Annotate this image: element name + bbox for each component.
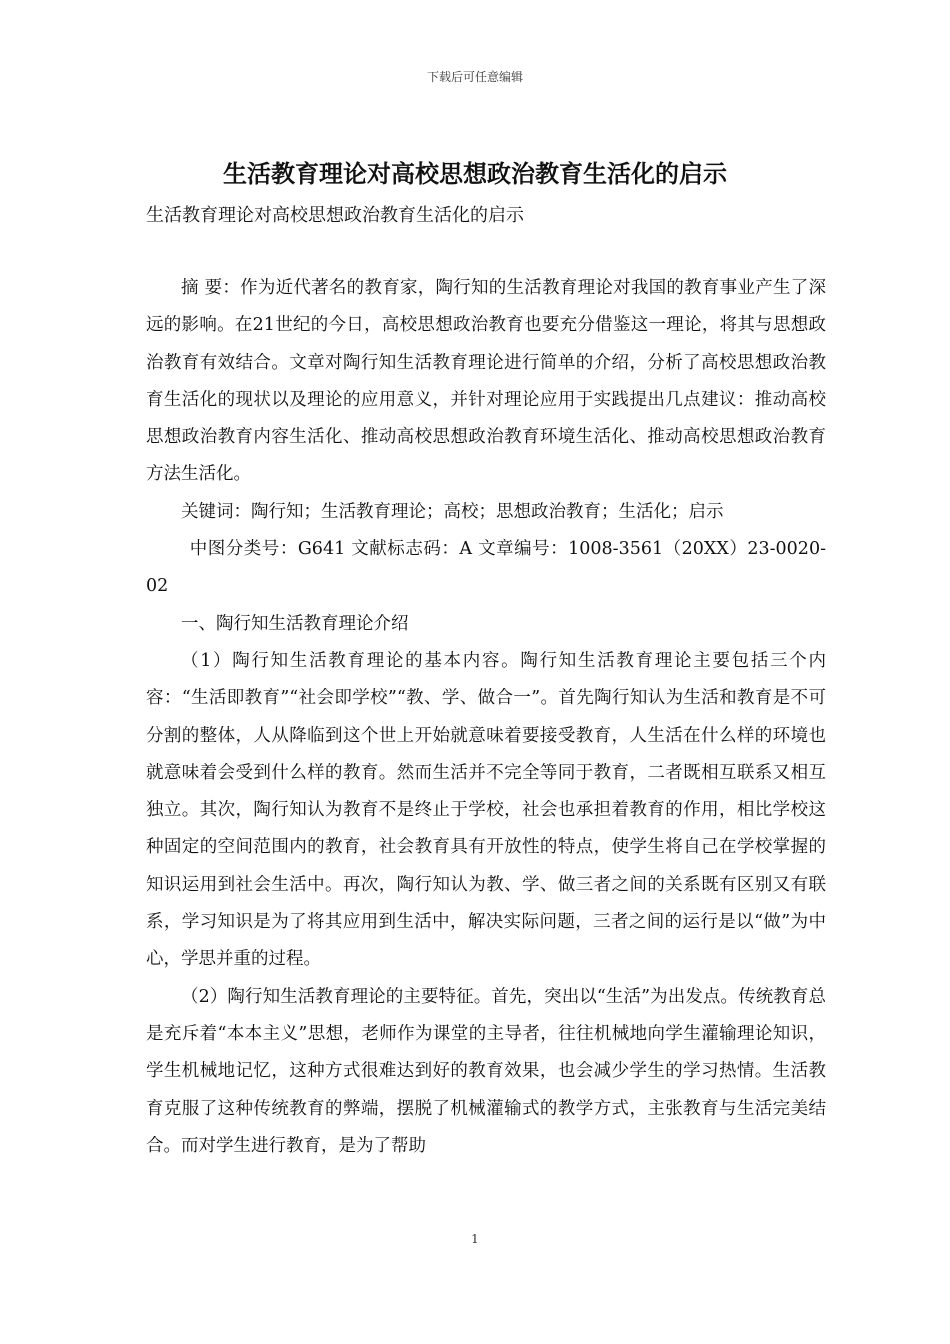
- section-heading: 一、陶行知生活教育理论介绍: [181, 613, 409, 634]
- body-paragraph: （2）陶行知生活教育理论的主要特征。首先，突出以“生活”为出发点。传统教育总是充斥着“本本主义”思想，老师作为课堂的主导者，往往机械地向学生灌输理论知识，学生机械地记忆，这种方式很难达到好的教育效果，也会减少学生的学习热情。生活教育克服了这种传统教育的弊端，摆脱了机械灌输式的教学方式，主张教育与生活完美结合。而对学生进行教育，是为了帮助: [146, 986, 826, 1156]
- document-title: 生活教育理论对高校思想政治教育生活化的启示: [223, 159, 727, 188]
- page-number: 1: [471, 1232, 479, 1246]
- abstract-paragraph: 摘 要：作为近代著名的教育家，陶行知的生活教育理论对我国的教育事业产生了深远的影响。在21世纪的今日，高校思想政治教育也要充分借鉴这一理论，将其与思想政治教育有效结合。文章对陶行知生活教育理论进行简单的介绍，分析了高校思想政治教育生活化的现状以及理论的应用意义，并针对理论应用于实践提出几点建议：推动高校思想政治教育内容生活化、推动高校思想政治教育环境生活化、推动高校思想政治教育方法生活化。: [146, 278, 826, 485]
- document-subtitle: 生活教育理论对高校思想政治教育生活化的启示: [146, 205, 524, 226]
- keywords-paragraph: 关键词：陶行知；生活教育理论；高校；思想政治教育；生活化；启示: [181, 501, 724, 522]
- body-paragraph: （1）陶行知生活教育理论的基本内容。陶行知生活教育理论主要包括三个内容：“生活即教育”“社会即学校”“教、学、做合一”。首先陶行知认为生活和教育是不可分割的整体，人从降临到这个世上开始就意味着要接受教育，人生活在什么样的环境也就意味着会受到什么样的教育。然而生活并不完全等同于教育，二者既相互联系又相互独立。其次，陶行知认为教育不是终止于学校，社会也承担着教育的作用，相比学校这种固定的空间范围内的教育，社会教育具有开放性的特点，使学生将自己在学校掌握的知识运用到社会生活中。再次，陶行知认为教、学、做三者之间的关系既有区别又有联系，学习知识是为了将其应用到生活中，解决实际问题，三者之间的运行是以“做”为中心，学思并重的过程。: [146, 650, 826, 970]
- classification-paragraph: 中图分类号：G641 文献标志码：A 文章编号：1008-3561（20XX）23-0020-02: [146, 539, 826, 597]
- document-body: [146, 270, 826, 1165]
- page-header: 下载后可任意编辑: [426, 70, 523, 84]
